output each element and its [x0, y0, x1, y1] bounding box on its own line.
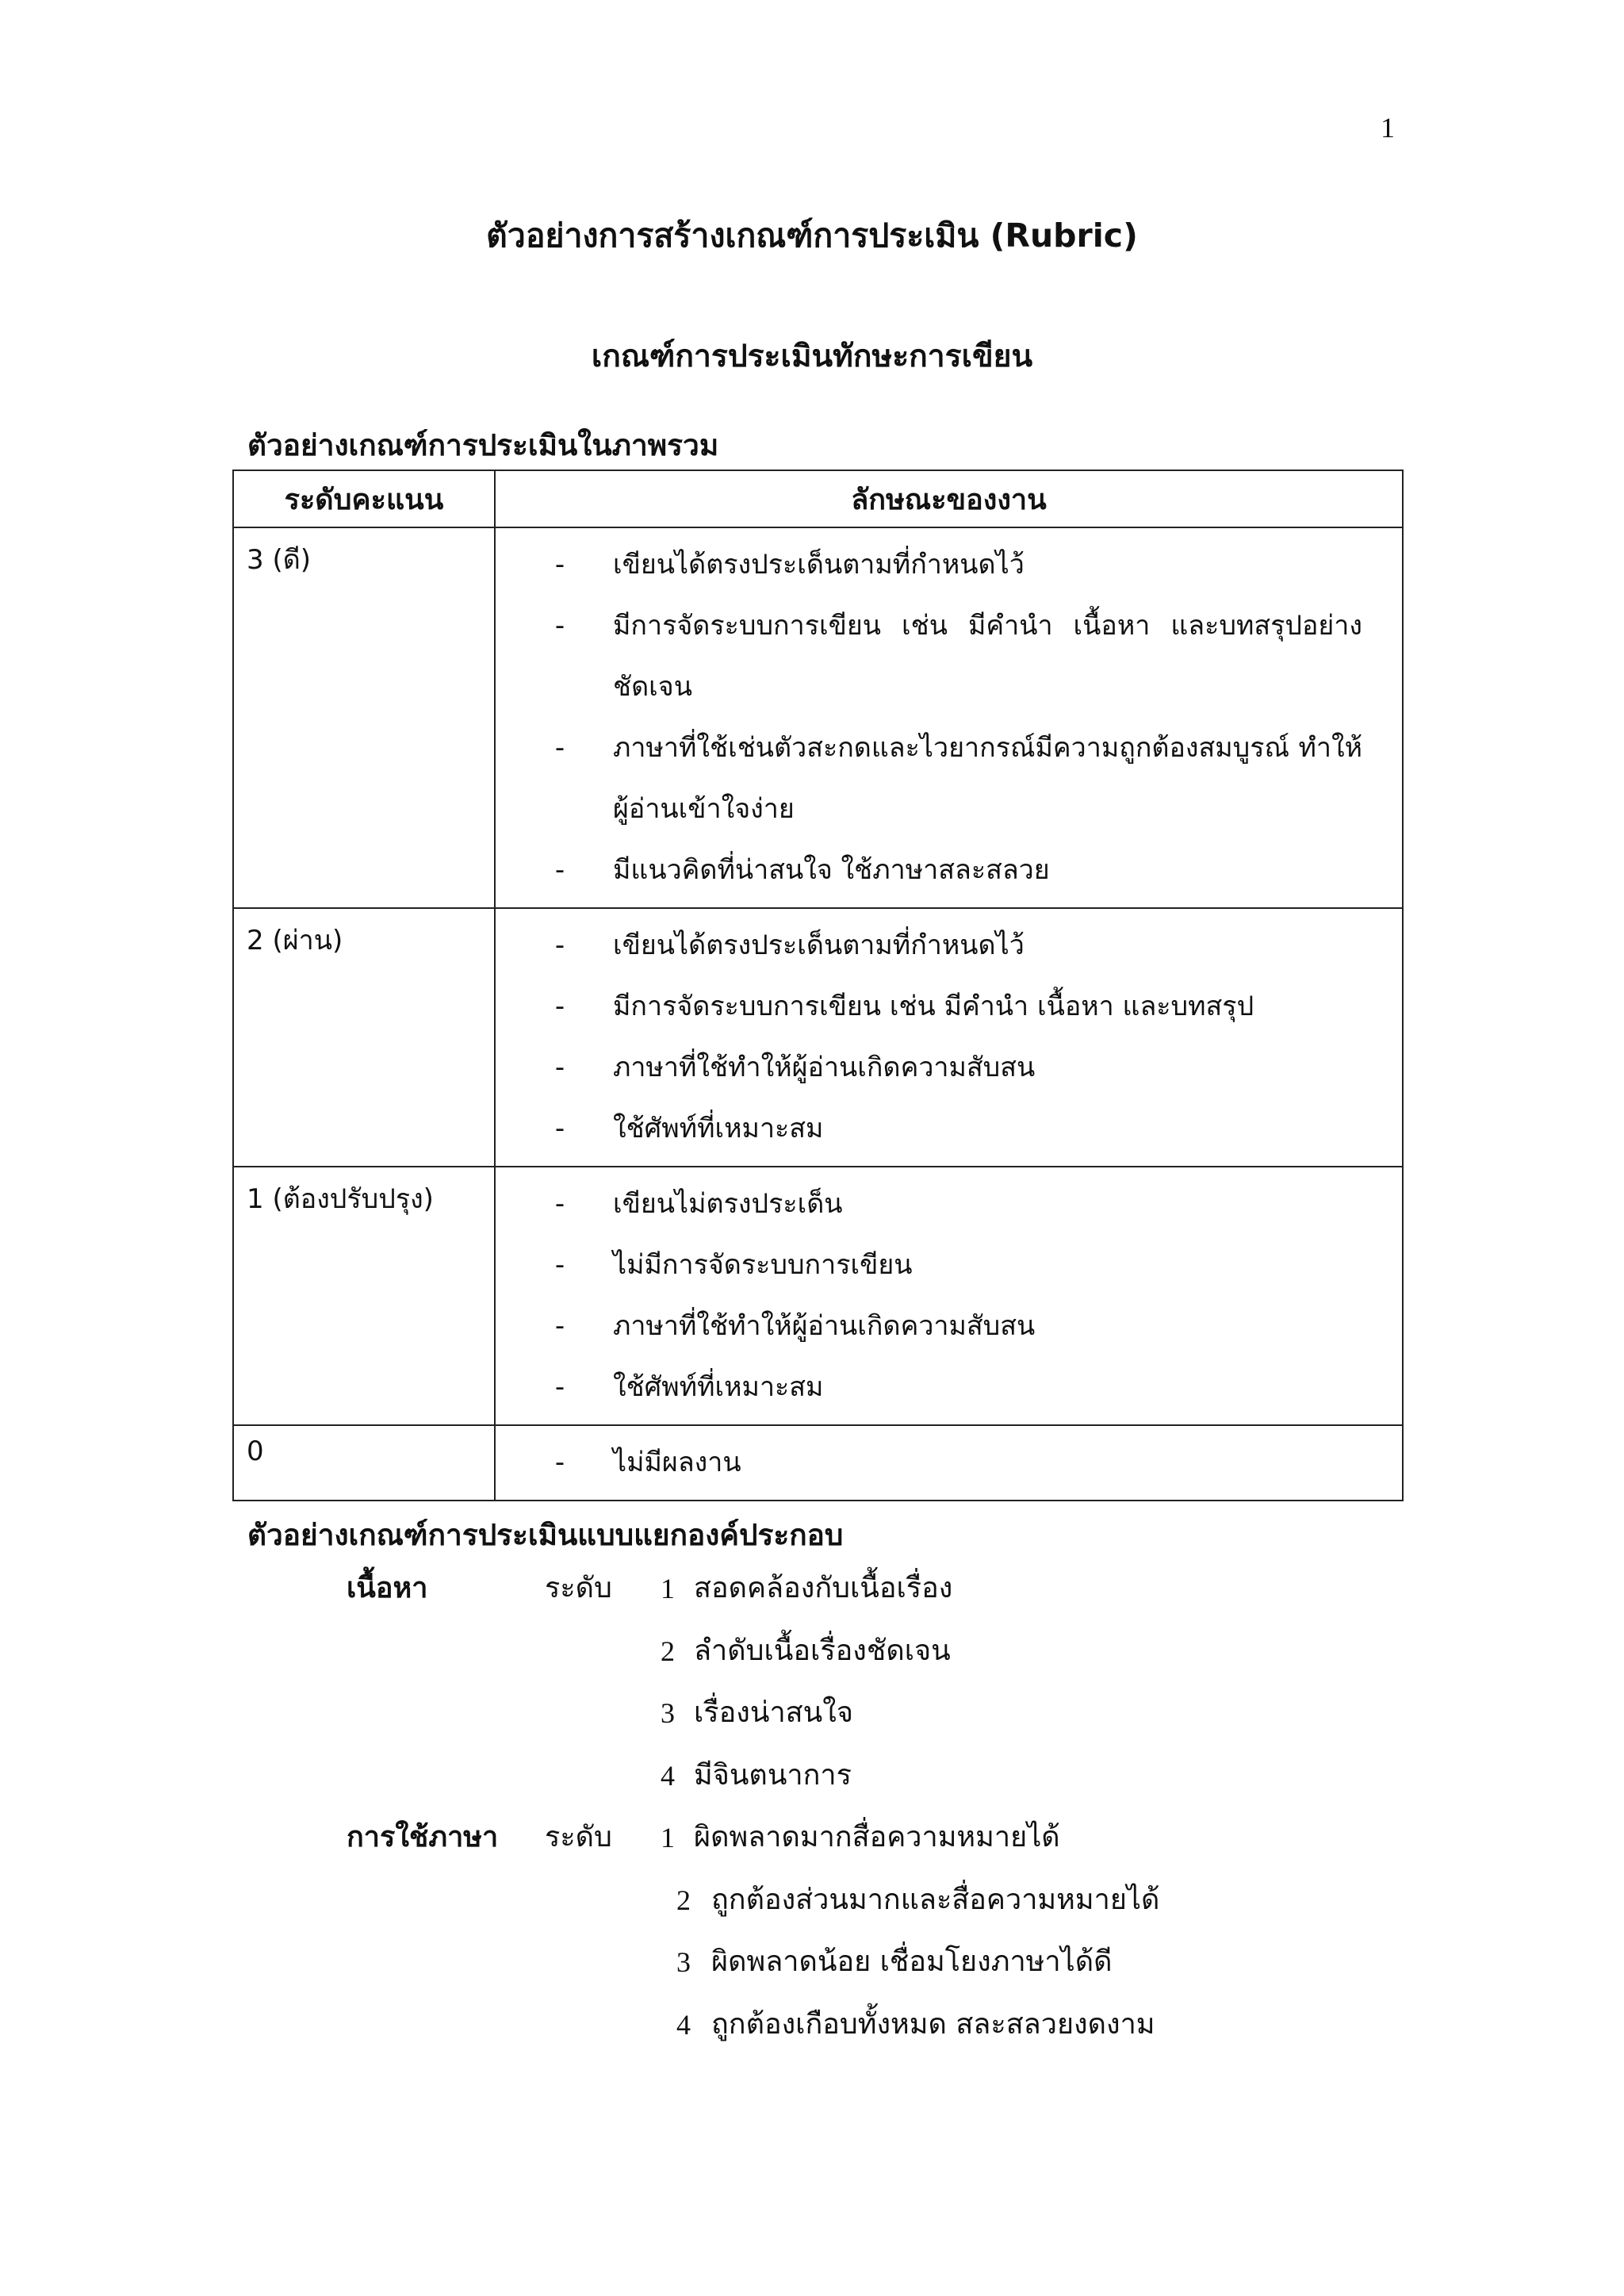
- bullet-dash: -: [554, 1052, 565, 1083]
- holistic-heading: ตัวอย่างเกณฑ์การประเมินในภาพรวม: [247, 428, 719, 462]
- criteria-level-row: [347, 1876, 1298, 1924]
- score-level-cell: 0: [233, 1425, 495, 1501]
- table-row: [233, 527, 1403, 908]
- rubric-body: [233, 527, 1403, 1501]
- score-level-cell: 2 (ผ่าน): [233, 908, 495, 1167]
- level-description: ผิดพลาดน้อย เชื่อมโยงภาษาได้ดี: [711, 1945, 1113, 1978]
- criteria-level-row: [347, 2001, 1298, 2049]
- bullet-dash: -: [554, 1249, 565, 1281]
- rubric-title: เกณฑ์การประเมินทักษะการเขียน: [591, 339, 1033, 374]
- description-text: มีแนวคิดที่น่าสนใจ ใช้ภาษาสละสลวย: [613, 854, 1050, 886]
- description-text: ไม่มีผลงาน: [613, 1447, 741, 1478]
- level-number: 3: [676, 1946, 691, 1978]
- table-row: [233, 1425, 1403, 1501]
- header-score-level: ระดับคะแนน: [233, 470, 495, 527]
- bullet-dash: -: [554, 610, 565, 642]
- bullet-dash: -: [554, 1113, 565, 1144]
- level-description: ผิดพลาดมากสื่อความหมายได้: [694, 1821, 1060, 1853]
- holistic-rubric-table: [232, 470, 1404, 1501]
- table-row: [233, 1167, 1403, 1425]
- level-number: 2: [676, 1884, 691, 1916]
- bullet-dash: -: [554, 1371, 565, 1403]
- description-cell: [495, 1167, 1403, 1425]
- table-header-row: [233, 470, 1403, 527]
- description-item: [496, 976, 1362, 1037]
- description-item: [496, 915, 1362, 976]
- description-text: ภาษาที่ใช้เช่นตัวสะกดและไวยากรณ์มีความถูกต้องสมบูรณ์ ทำให้ผู้อ่านเข้าใจง่าย: [613, 732, 1362, 825]
- criteria-level-row: [347, 1565, 1298, 1612]
- description-text: เขียนได้ตรงประเด็นตามที่กำหนดไว้: [613, 930, 1025, 961]
- description-item: [496, 1098, 1362, 1159]
- table-row: [233, 908, 1403, 1167]
- criteria-level-row: [347, 1938, 1298, 1986]
- description-text: ใช้ศัพท์ที่เหมาะสม: [613, 1113, 824, 1144]
- criteria-level-row: [347, 1689, 1298, 1737]
- level-description: ถูกต้องเกือบทั้งหมด สละสลวยงดงาม: [711, 2007, 1155, 2041]
- description-cell: [495, 527, 1403, 908]
- level-number: 1: [661, 1573, 675, 1604]
- level-word: ระดับ: [545, 1572, 612, 1604]
- level-description: มีจินตนาการ: [694, 1758, 852, 1792]
- description-item: [496, 596, 1362, 718]
- description-item: [496, 840, 1362, 901]
- description-text: ภาษาที่ใช้ทำให้ผู้อ่านเกิดความสับสน: [613, 1052, 1036, 1083]
- criteria-level-row: [347, 1814, 1298, 1861]
- level-description: ถูกต้องส่วนมากและสื่อความหมายได้: [711, 1883, 1160, 1916]
- description-item: [496, 1235, 1362, 1296]
- description-text: เขียนได้ตรงประเด็นตามที่กำหนดไว้: [613, 549, 1025, 581]
- level-description: ลำดับเนื้อเรื่องชัดเจน: [694, 1634, 951, 1667]
- page-number: 1: [1381, 112, 1395, 144]
- description-item: [496, 535, 1362, 596]
- description-item: [496, 1357, 1362, 1418]
- bullet-dash: -: [554, 1188, 565, 1220]
- level-number: 1: [661, 1822, 675, 1853]
- criteria-level-row: [347, 1752, 1298, 1800]
- criterion-name: เนื้อหา: [347, 1572, 428, 1604]
- level-description: เรื่องน่าสนใจ: [694, 1696, 853, 1729]
- criteria-level-row: [347, 1627, 1298, 1675]
- bullet-dash: -: [554, 732, 565, 764]
- criterion-name: การใช้ภาษา: [347, 1821, 499, 1853]
- description-text: มีการจัดระบบการเขียน เช่น มีคำนำ เนื้อหา และบทสรุปอย่างชัดเจน: [613, 610, 1362, 703]
- level-number: 2: [661, 1635, 675, 1667]
- bullet-dash: -: [554, 991, 565, 1022]
- description-text: เขียนไม่ตรงประเด็น: [613, 1188, 843, 1220]
- level-number: 4: [661, 1759, 675, 1792]
- description-item: [496, 718, 1362, 840]
- description-text: ภาษาที่ใช้ทำให้ผู้อ่านเกิดความสับสน: [613, 1310, 1036, 1342]
- description-item: [496, 1037, 1362, 1098]
- document-title: ตัวอย่างการสร้างเกณฑ์การประเมิน (Rubric): [486, 217, 1138, 255]
- description-cell: [495, 1425, 1403, 1501]
- description-text: ใช้ศัพท์ที่เหมาะสม: [613, 1371, 824, 1403]
- description-text: มีการจัดระบบการเขียน เช่น มีคำนำ เนื้อหา และบทสรุป: [613, 991, 1254, 1022]
- bullet-dash: -: [554, 854, 565, 886]
- description-item: [496, 1174, 1362, 1235]
- bullet-dash: -: [554, 549, 565, 581]
- score-level-cell: 3 (ดี): [233, 527, 495, 908]
- bullet-dash: -: [554, 1310, 565, 1342]
- description-text: ไม่มีการจัดระบบการเขียน: [613, 1249, 913, 1281]
- score-level-cell: 1 (ต้องปรับปรุง): [233, 1167, 495, 1425]
- level-description: สอดคล้องกับเนื้อเรื่อง: [694, 1572, 953, 1604]
- header-work-characteristics: ลักษณะของงาน: [495, 470, 1403, 527]
- bullet-dash: -: [554, 930, 565, 961]
- analytic-heading: ตัวอย่างเกณฑ์การประเมินแบบแยกองค์ประกอบ: [247, 1518, 844, 1552]
- level-number: 4: [676, 2008, 691, 2041]
- description-item: [496, 1296, 1362, 1357]
- description-cell: [495, 908, 1403, 1167]
- description-item: [496, 1432, 1362, 1493]
- level-number: 3: [661, 1697, 675, 1729]
- level-word: ระดับ: [545, 1821, 612, 1853]
- bullet-dash: -: [554, 1447, 565, 1478]
